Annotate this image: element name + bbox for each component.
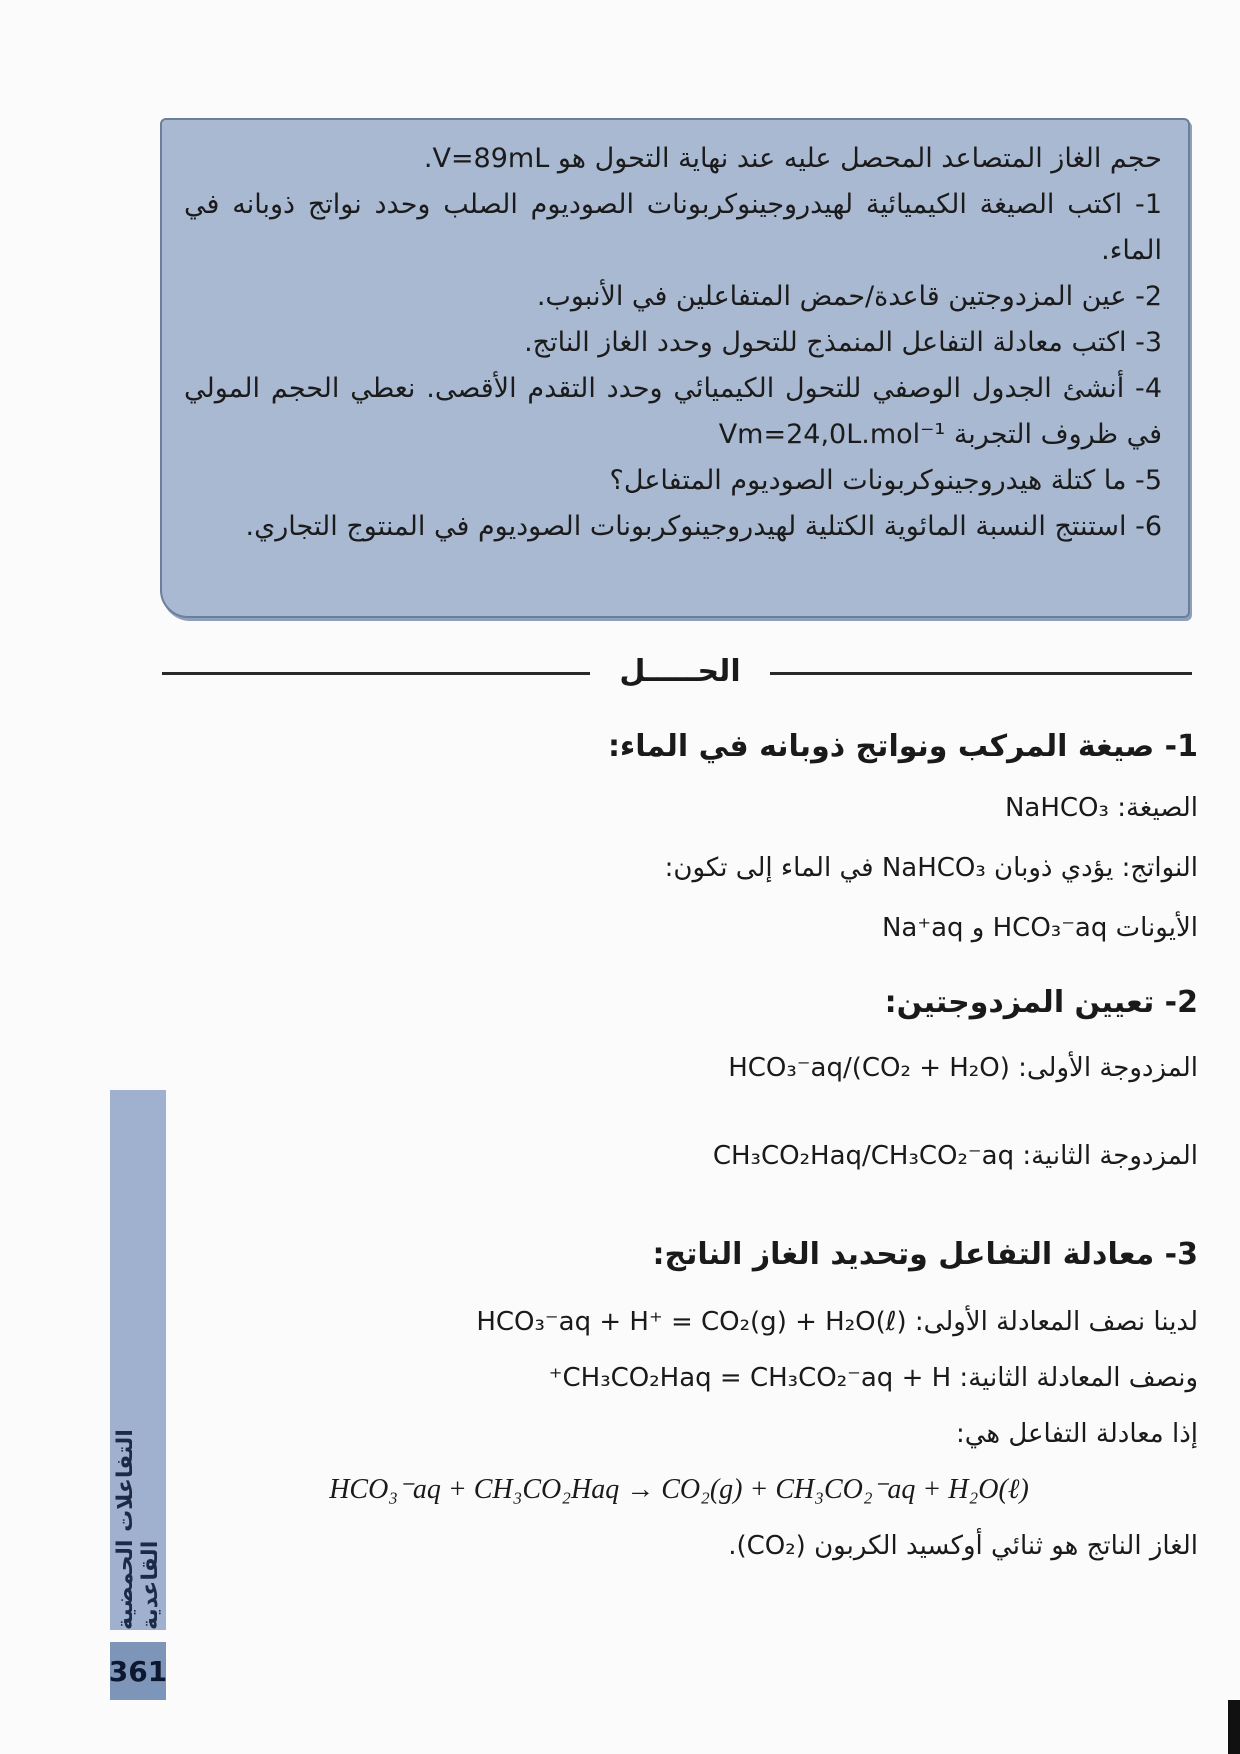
- edge-mark: [1228, 1700, 1240, 1754]
- section-1-ions: الأيونات HCO₃⁻aq و Na⁺aq: [881, 913, 1198, 943]
- problem-question-4: 4- أنشئ الجدول الوصفي للتحول الكيميائي وحدد التقدم الأقصى. نعطي الحجم المولي في ظروف التجربة Vm=24,0L.mol⁻¹: [184, 373, 1162, 450]
- section-3-gas: الغاز الناتج هو ثنائي أوكسيد الكربون (CO₂).: [728, 1531, 1198, 1561]
- problem-question-3: 3- اكتب معادلة التفاعل المنمذج للتحول وحدد الغاز الناتج.: [524, 327, 1162, 358]
- section-1-heading: 1- صيغة المركب ونواتج ذوبانه في الماء:: [607, 729, 1198, 764]
- problem-question-5: 5- ما كتلة هيدروجينوكربونات الصوديوم المتفاعل؟: [609, 465, 1162, 496]
- section-3-half-equation-2: ونصف المعادلة الثانية: CH₃CO₂Haq = CH₃CO₂⁻aq + H⁺: [548, 1363, 1198, 1393]
- section-1-products: النواتج: يؤدي ذوبان NaHCO₃ في الماء إلى تكون:: [664, 853, 1198, 883]
- page-number: 361: [110, 1642, 166, 1700]
- section-3-half-equation-1: لدينا نصف المعادلة الأولى: HCO₃⁻aq + H⁺ = CO₂(g) + H₂O(ℓ): [476, 1307, 1198, 1337]
- section-3-then: إذا معادلة التفاعل هي:: [955, 1419, 1198, 1449]
- solution-section-2: [160, 978, 1198, 1180]
- section-2-first-couple: المزدوجة الأولى: (CO₂ + H₂O)/HCO₃⁻aq: [728, 1053, 1198, 1083]
- solution-section-1: [160, 722, 1198, 952]
- chapter-title: التفاعلات الحمضية القاعدية: [113, 1429, 163, 1630]
- section-1-formula: الصيغة: NaHCO₃: [1004, 793, 1198, 823]
- solution-section-3: [160, 1230, 1198, 1570]
- problem-question-2: 2- عين المزدوجتين قاعدة/حمض المتفاعلين في الأنبوب.: [536, 281, 1162, 312]
- section-3-heading: 3- معادلة التفاعل وتحديد الغاز الناتج:: [652, 1237, 1198, 1272]
- section-2-second-couple: المزدوجة الثانية: CH₃CO₂Haq/CH₃CO₂⁻aq: [712, 1141, 1198, 1171]
- chapter-sidebar: [110, 1090, 166, 1630]
- section-2-heading: 2- تعيين المزدوجتين:: [884, 985, 1198, 1020]
- section-3-reaction-equation: HCO₃⁻aq + CH₃CO₂Haq → CO₂(g) + CH₃CO₂⁻aq + H₂O(ℓ): [329, 1474, 1029, 1505]
- problem-box: [160, 118, 1190, 618]
- problem-line-0: حجم الغاز المتصاعد المحصل عليه عند نهاية التحول هو V=89mL.: [423, 143, 1162, 174]
- problem-question-1: 1- اكتب الصيغة الكيميائية لهيدروجينوكربونات الصوديوم الصلب وحدد نواتج ذوبانه في الماء.: [184, 189, 1162, 266]
- solution-title: الحـــــل: [590, 650, 770, 694]
- problem-question-6: 6- استنتج النسبة المائوية الكتلية لهيدروجينوكربونات الصوديوم في المنتوج التجاري.: [245, 511, 1162, 542]
